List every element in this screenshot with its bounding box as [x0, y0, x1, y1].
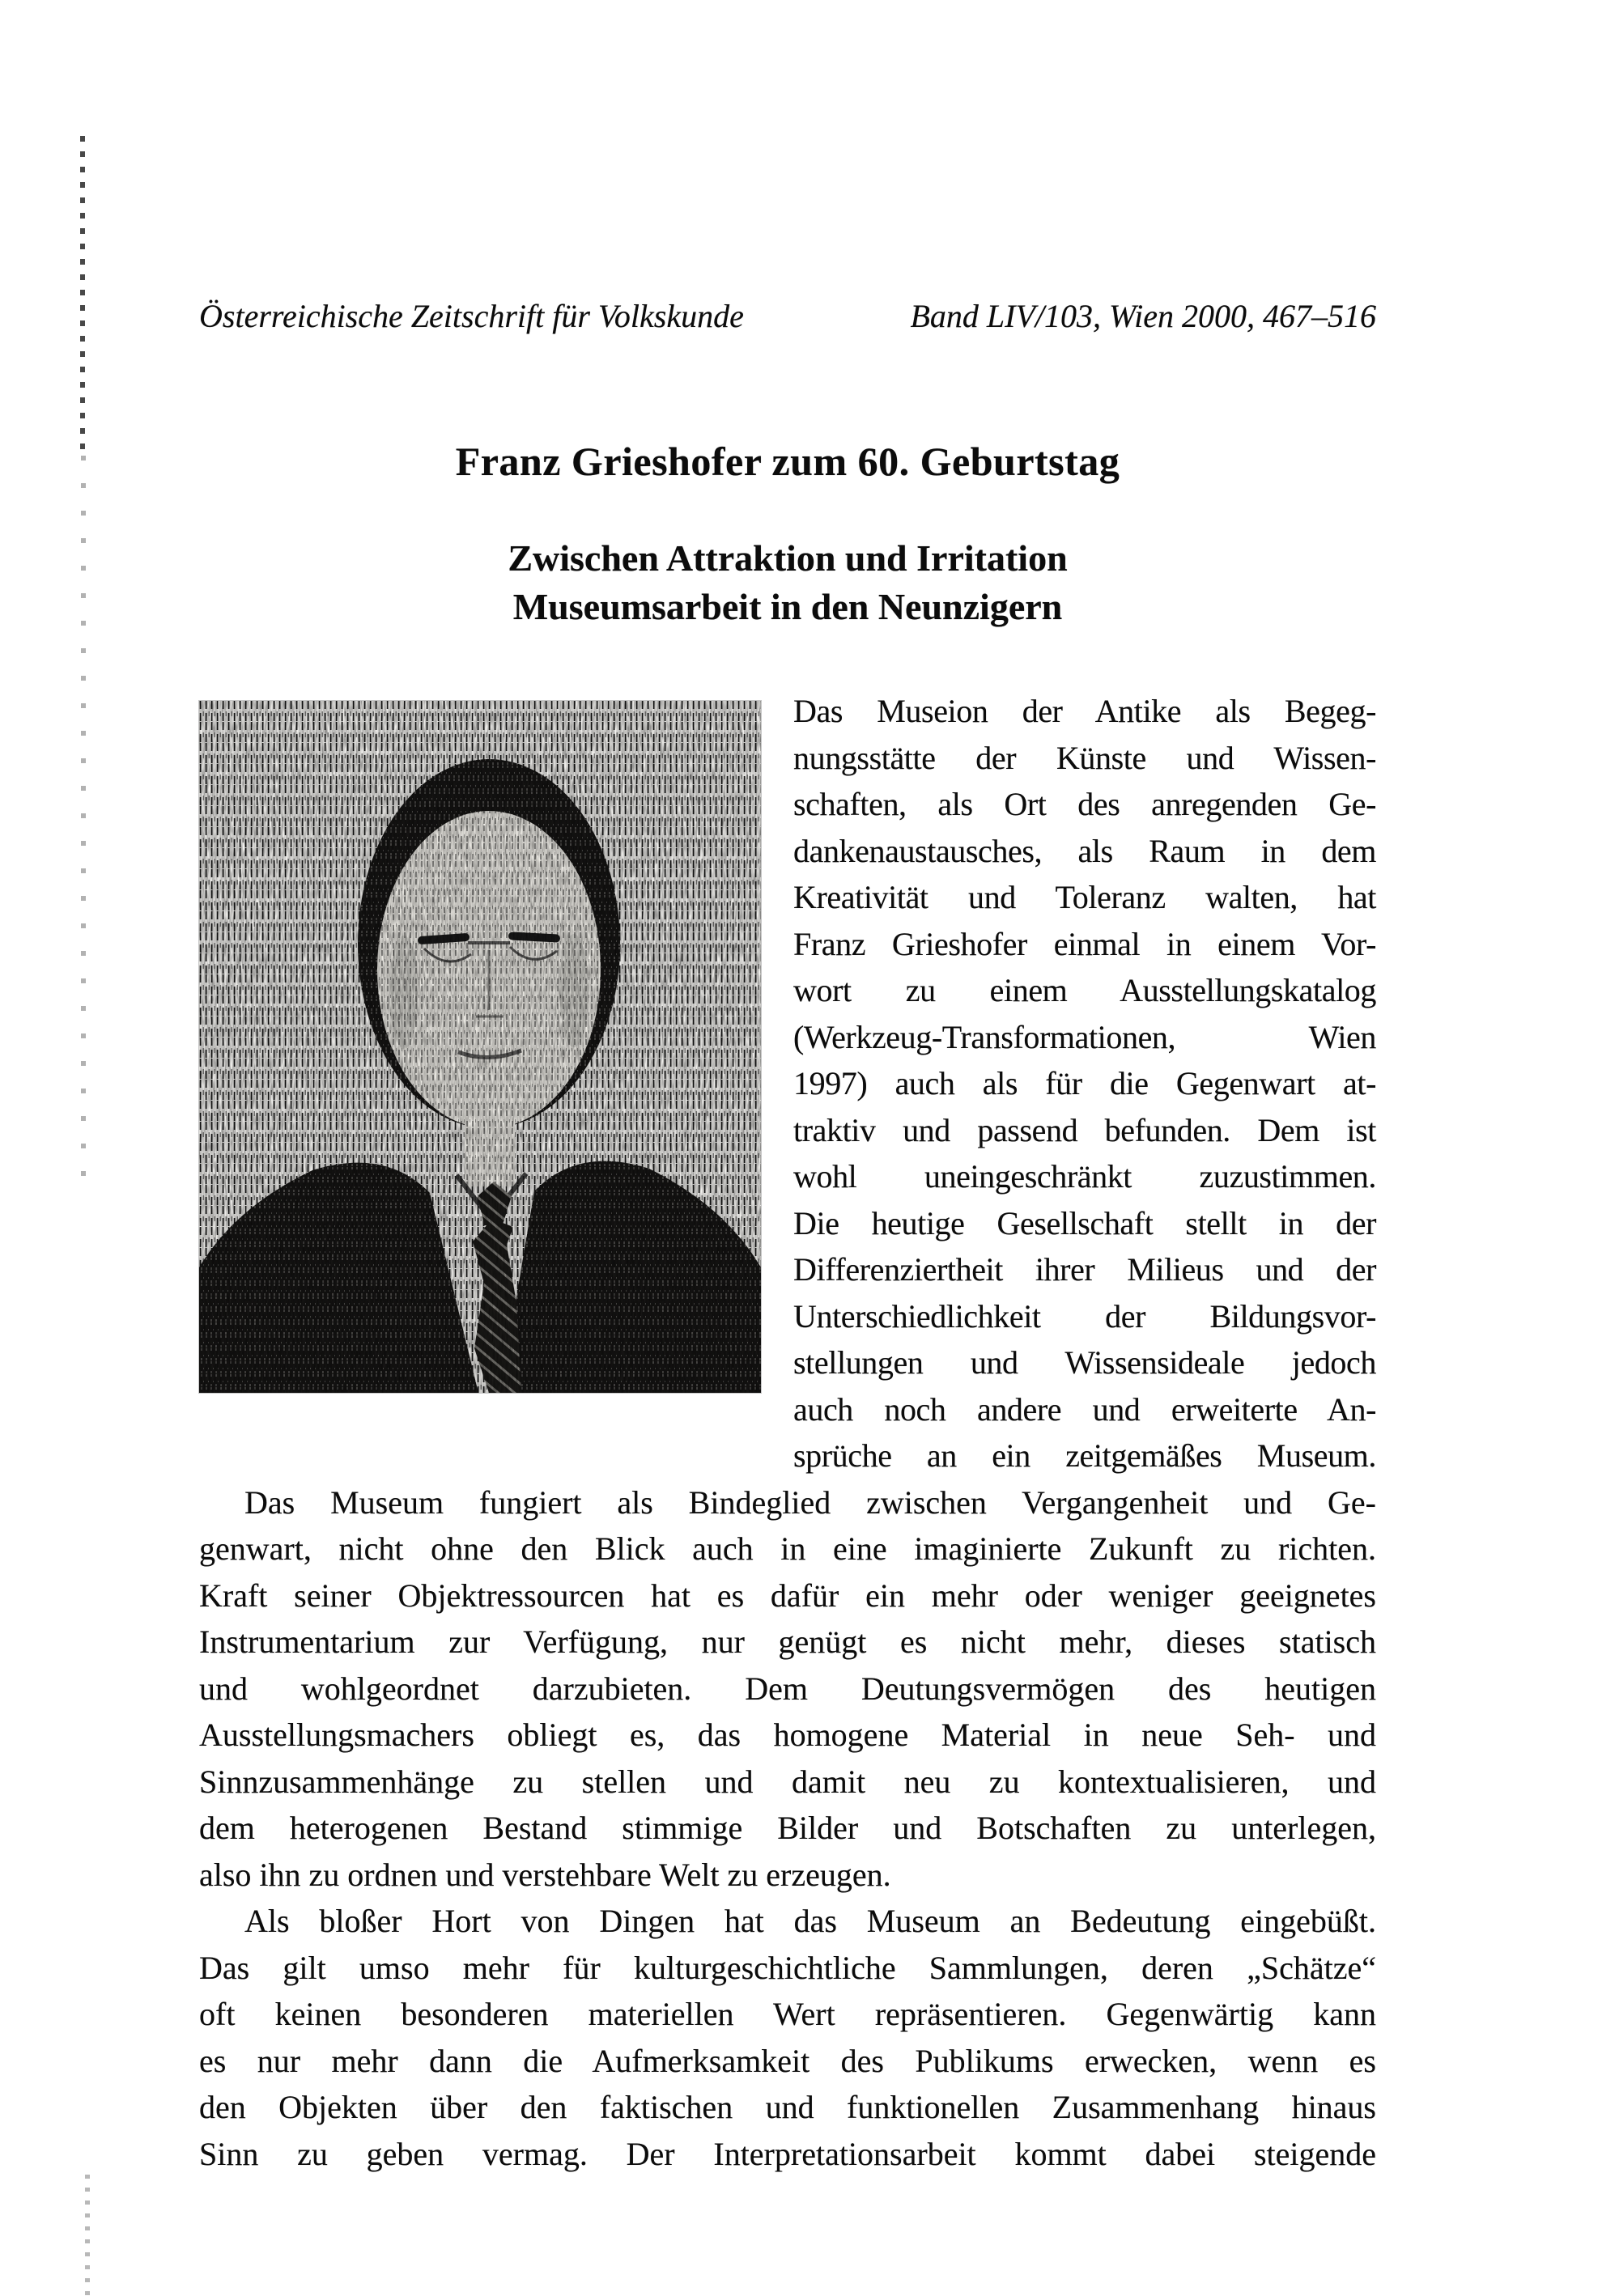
text-line: traktiv und passend befunden. Dem ist — [793, 1111, 1376, 1148]
text-line: auch noch andere und erweiterte An- — [793, 1390, 1376, 1428]
text-line: es nur mehr dann die Aufmerksamkeit des Publikums erwecken, wenn es — [199, 2042, 1376, 2079]
text-line: stellungen und Wissensideale jedoch — [793, 1344, 1376, 1381]
text-line: sprüche an ein zeitgemäßes Museum. — [793, 1437, 1376, 1474]
text-line: Das Museion der Antike als Begeg- — [793, 693, 1376, 729]
text-line: Als bloßer Hort von Dingen hat das Museum an Bedeutung eingebüßt. — [244, 1903, 1376, 1939]
text-line: wort zu einem Ausstellungskatalog — [793, 972, 1376, 1008]
paragraph-1 — [199, 1479, 1376, 1899]
text-line: schaften, als Ort des anregenden Ge- — [793, 786, 1376, 822]
halftone-portrait-graphic — [199, 701, 761, 1393]
scan-artifact-dotted-line-bottom — [85, 2175, 90, 2296]
text-line: (Werkzeug-Transformationen, Wien — [793, 1018, 1376, 1055]
scan-artifact-dotted-line-middle — [81, 456, 86, 1184]
text-line: Franz Grieshofer einmal in einem Vor- — [793, 925, 1376, 962]
photo-and-column-row — [199, 688, 1376, 1479]
text-line: dankenaustausches, als Raum in dem — [793, 832, 1376, 869]
text-line: Instrumentarium zur Verfügung, nur genügt es nicht mehr, dieses statisch — [199, 1623, 1376, 1660]
volume-info: Band LIV/103, Wien 2000, 467–516 — [910, 298, 1376, 334]
text-line: dem heterogenen Bestand stimmige Bilder und Botschaften zu unterlegen, — [199, 1810, 1376, 1846]
subtitle-line-2: Museumsarbeit in den Neunzigern — [512, 586, 1063, 627]
article-title: Franz Grieshofer zum 60. Geburtstag — [455, 439, 1120, 484]
text-line: Kraft seiner Objektressourcen hat es dafür ein mehr oder weniger geeignetes — [199, 1577, 1376, 1614]
subtitle-line-1: Zwischen Attraktion und Irritation — [508, 537, 1068, 579]
paragraph-2 — [199, 1898, 1376, 2177]
article-subtitle — [199, 534, 1376, 631]
photo-side-column — [793, 688, 1376, 1479]
text-line: nungsstätte der Künste und Wissen- — [793, 739, 1376, 776]
text-line: Kreativität und Toleranz walten, hat — [793, 879, 1376, 915]
text-line: Sinn zu geben vermag. Der Interpretationsarbeit kommt dabei steigende — [199, 2135, 1376, 2172]
text-line: Sinnzusammenhänge zu stellen und damit neu zu kontextualisieren, und — [199, 1763, 1376, 1800]
text-line: Das gilt umso mehr für kulturgeschichtliche Sammlungen, deren „Schätze“ — [199, 1949, 1376, 1986]
text-line: Das Museum fungiert als Bindeglied zwischen Vergangenheit und Ge- — [244, 1483, 1376, 1521]
text-line: und wohlgeordnet darzubieten. Dem Deutungsvermögen des heutigen — [199, 1670, 1376, 1707]
text-line: Ausstellungsmachers obliegt es, das homogene Material in neue Seh- und — [199, 1717, 1376, 1753]
text-line: den Objekten über den faktischen und funktionellen Zusammenhang hinaus — [199, 2089, 1376, 2125]
journal-title: Österreichische Zeitschrift für Volkskunde — [199, 298, 744, 334]
text-line: Unterschiedlichkeit der Bildungsvor- — [793, 1297, 1376, 1335]
text-line: oft keinen besonderen materiellen Wert repräsentieren. Gegenwärtig kann — [199, 1996, 1376, 2032]
article-body — [199, 688, 1376, 2177]
text-line: Die heutige Gesellschaft stellt in der — [793, 1204, 1376, 1241]
text-line: Differenziertheit ihrer Milieus und der — [793, 1251, 1376, 1288]
portrait-photo — [199, 701, 761, 1393]
page-content — [199, 0, 1376, 2296]
running-header — [199, 299, 1376, 334]
text-line: also ihn zu ordnen und verstehbare Welt zu erzeugen. — [199, 1856, 891, 1893]
text-line: genwart, nicht ohne den Blick auch in eine imaginierte Zukunft zu richten. — [199, 1530, 1376, 1567]
scan-artifact-dotted-line-top — [80, 136, 85, 456]
text-line: 1997) auch als für die Gegenwart at- — [793, 1065, 1376, 1101]
text-line: wohl uneingeschränkt zuzustimmen. — [793, 1158, 1376, 1195]
